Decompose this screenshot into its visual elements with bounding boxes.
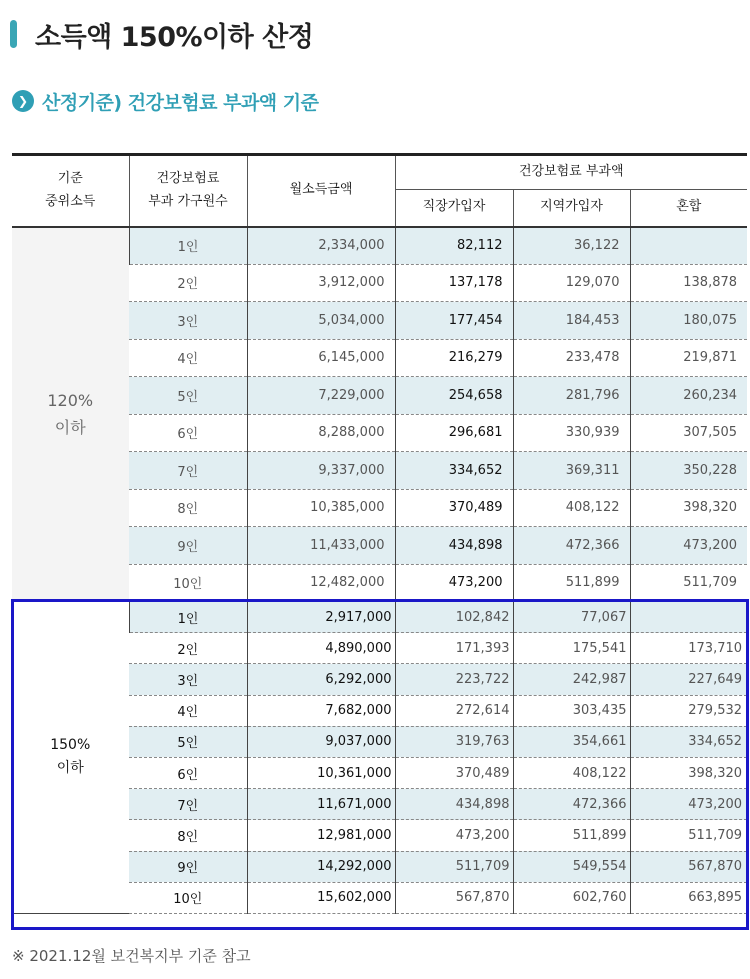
- employee-premium-cell: 296,681: [395, 414, 513, 452]
- monthly-income-cell: 9,037,000: [247, 726, 395, 757]
- regional-premium-cell: 175,541: [513, 633, 630, 664]
- regional-premium-cell: 36,122: [513, 227, 630, 265]
- header-median-income: [12, 155, 129, 227]
- monthly-income-cell: 12,482,000: [247, 564, 395, 602]
- employee-premium-cell: 254,658: [395, 377, 513, 415]
- header-household-count-label: 건강보험료 부과 가구원수: [148, 171, 228, 209]
- mixed-premium-cell: 511,709: [630, 564, 747, 602]
- monthly-income-cell: 7,229,000: [247, 377, 395, 415]
- household-count-cell: 5인: [129, 726, 247, 757]
- household-count-cell: 9인: [129, 851, 247, 882]
- mixed-premium-cell: 398,320: [630, 489, 747, 527]
- mixed-premium-cell: 567,870: [630, 851, 747, 882]
- header-regional: 지역가입자: [513, 190, 630, 227]
- regional-premium-cell: 184,453: [513, 302, 630, 340]
- monthly-income-cell: 9,337,000: [247, 452, 395, 490]
- section-subtitle: 산정기준) 건강보험료 부과액 기준: [42, 91, 319, 114]
- household-count-cell: 3인: [129, 664, 247, 695]
- household-count-cell: 1인: [129, 227, 247, 265]
- regional-premium-cell: 511,899: [513, 564, 630, 602]
- premium-table: [12, 153, 747, 914]
- monthly-income-cell: 6,292,000: [247, 664, 395, 695]
- employee-premium-cell: 434,898: [395, 789, 513, 820]
- employee-premium-cell: 370,489: [395, 489, 513, 527]
- mixed-premium-cell: 334,652: [630, 726, 747, 757]
- monthly-income-cell: 3,912,000: [247, 264, 395, 302]
- group-label-percent: 150%: [50, 736, 91, 753]
- monthly-income-cell: 8,288,000: [247, 414, 395, 452]
- regional-premium-cell: 281,796: [513, 377, 630, 415]
- employee-premium-cell: 272,614: [395, 695, 513, 726]
- mixed-premium-cell: 173,710: [630, 633, 747, 664]
- employee-premium-cell: 567,870: [395, 882, 513, 913]
- page-heading: [10, 14, 313, 54]
- header-mixed: 혼합: [630, 190, 747, 227]
- employee-premium-cell: 223,722: [395, 664, 513, 695]
- regional-premium-cell: 408,122: [513, 757, 630, 788]
- employee-premium-cell: 370,489: [395, 757, 513, 788]
- footnote: ※ 2021.12월 보건복지부 기준 참고: [12, 947, 251, 965]
- median-income-group: [12, 602, 129, 914]
- household-count-cell: 1인: [129, 602, 247, 633]
- mixed-premium-cell: 260,234: [630, 377, 747, 415]
- regional-premium-cell: 408,122: [513, 489, 630, 527]
- group-label-below: 이하: [54, 418, 86, 438]
- employee-premium-cell: 177,454: [395, 302, 513, 340]
- group-label-below: 이하: [56, 760, 84, 777]
- monthly-income-cell: 10,385,000: [247, 489, 395, 527]
- monthly-income-cell: 4,890,000: [247, 633, 395, 664]
- employee-premium-cell: 434,898: [395, 527, 513, 565]
- regional-premium-cell: 129,070: [513, 264, 630, 302]
- employee-premium-cell: 102,842: [395, 602, 513, 633]
- monthly-income-cell: 6,145,000: [247, 339, 395, 377]
- employee-premium-cell: 473,200: [395, 564, 513, 602]
- group-label-percent: 120%: [47, 391, 94, 411]
- regional-premium-cell: 472,366: [513, 527, 630, 565]
- monthly-income-cell: 11,433,000: [247, 527, 395, 565]
- regional-premium-cell: 77,067: [513, 602, 630, 633]
- regional-premium-cell: 330,939: [513, 414, 630, 452]
- mixed-premium-cell: [630, 602, 747, 633]
- household-count-cell: 8인: [129, 820, 247, 851]
- employee-premium-cell: 82,112: [395, 227, 513, 265]
- header-household-count: [129, 155, 247, 227]
- section-120: [12, 227, 747, 602]
- monthly-income-cell: 11,671,000: [247, 789, 395, 820]
- household-count-cell: 4인: [129, 695, 247, 726]
- median-income-group: [12, 227, 129, 602]
- regional-premium-cell: 549,554: [513, 851, 630, 882]
- header-premium-group: 건강보험료 부과액: [395, 155, 747, 190]
- regional-premium-cell: 233,478: [513, 339, 630, 377]
- household-count-cell: 9인: [129, 527, 247, 565]
- section-heading: [12, 88, 319, 114]
- regional-premium-cell: 242,987: [513, 664, 630, 695]
- employee-premium-cell: 319,763: [395, 726, 513, 757]
- mixed-premium-cell: 219,871: [630, 339, 747, 377]
- mixed-premium-cell: 511,709: [630, 820, 747, 851]
- table-row: [12, 227, 747, 265]
- regional-premium-cell: 602,760: [513, 882, 630, 913]
- employee-premium-cell: 171,393: [395, 633, 513, 664]
- mixed-premium-cell: 398,320: [630, 757, 747, 788]
- mixed-premium-cell: 227,649: [630, 664, 747, 695]
- title-accent-bar: [10, 20, 17, 48]
- household-count-cell: 10인: [129, 882, 247, 913]
- header-median-income-label: 기준 중위소득: [45, 171, 96, 209]
- household-count-cell: 7인: [129, 452, 247, 490]
- mixed-premium-cell: 138,878: [630, 264, 747, 302]
- monthly-income-cell: 14,292,000: [247, 851, 395, 882]
- household-count-cell: 8인: [129, 489, 247, 527]
- chevron-right-circle-icon: ❯: [12, 90, 34, 112]
- household-count-cell: 5인: [129, 377, 247, 415]
- employee-premium-cell: 473,200: [395, 820, 513, 851]
- household-count-cell: 10인: [129, 564, 247, 602]
- household-count-cell: 6인: [129, 757, 247, 788]
- household-count-cell: 7인: [129, 789, 247, 820]
- regional-premium-cell: 303,435: [513, 695, 630, 726]
- page-title: 소득액 150%이하 산정: [35, 21, 314, 53]
- monthly-income-cell: 5,034,000: [247, 302, 395, 340]
- mixed-premium-cell: 473,200: [630, 789, 747, 820]
- mixed-premium-cell: [630, 227, 747, 265]
- mixed-premium-cell: 279,532: [630, 695, 747, 726]
- monthly-income-cell: 7,682,000: [247, 695, 395, 726]
- household-count-cell: 4인: [129, 339, 247, 377]
- mixed-premium-cell: 307,505: [630, 414, 747, 452]
- household-count-cell: 2인: [129, 633, 247, 664]
- mixed-premium-cell: 350,228: [630, 452, 747, 490]
- mixed-premium-cell: 473,200: [630, 527, 747, 565]
- mixed-premium-cell: 663,895: [630, 882, 747, 913]
- employee-premium-cell: 334,652: [395, 452, 513, 490]
- monthly-income-cell: 2,917,000: [247, 602, 395, 633]
- regional-premium-cell: 354,661: [513, 726, 630, 757]
- section-150: [12, 602, 747, 914]
- table-row: [12, 602, 747, 633]
- mixed-premium-cell: 180,075: [630, 302, 747, 340]
- regional-premium-cell: 472,366: [513, 789, 630, 820]
- header-monthly-income: 월소득금액: [247, 155, 395, 227]
- regional-premium-cell: 511,899: [513, 820, 630, 851]
- household-count-cell: 3인: [129, 302, 247, 340]
- household-count-cell: 6인: [129, 414, 247, 452]
- employee-premium-cell: 511,709: [395, 851, 513, 882]
- monthly-income-cell: 15,602,000: [247, 882, 395, 913]
- household-count-cell: 2인: [129, 264, 247, 302]
- regional-premium-cell: 369,311: [513, 452, 630, 490]
- employee-premium-cell: 216,279: [395, 339, 513, 377]
- employee-premium-cell: 137,178: [395, 264, 513, 302]
- header-employee: 직장가입자: [395, 190, 513, 227]
- monthly-income-cell: 12,981,000: [247, 820, 395, 851]
- monthly-income-cell: 2,334,000: [247, 227, 395, 265]
- monthly-income-cell: 10,361,000: [247, 757, 395, 788]
